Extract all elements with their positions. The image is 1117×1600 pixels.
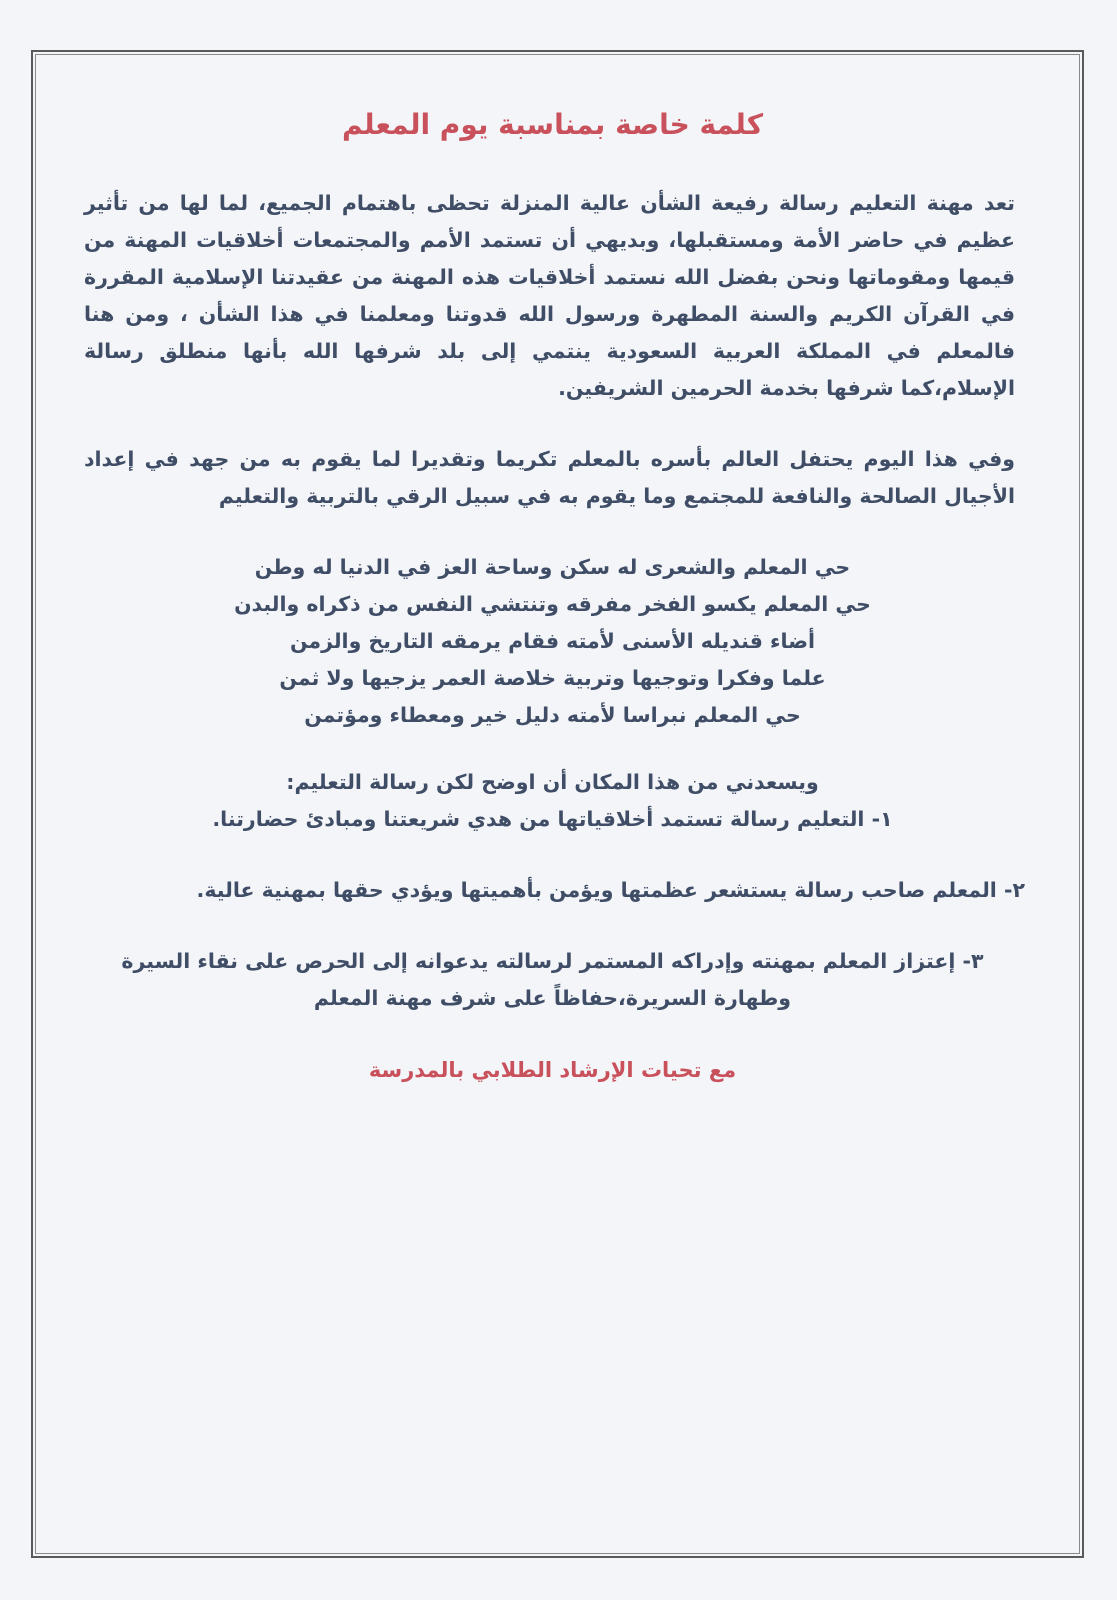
- document-title: كلمة خاصة بمناسبة يوم المعلم: [341, 108, 764, 141]
- list-intro: ويسعدني من هذا المكان أن اوضح لكن رسالة التعليم:: [286, 770, 819, 794]
- poem-line: حي المعلم والشعرى له سكن وساحة العز في الدنيا له وطن: [254, 555, 851, 579]
- document-content: [70, 105, 1035, 1089]
- poem-block: [70, 549, 1035, 734]
- list-item: ١- التعليم رسالة تستمد أخلاقياتها من هدي شريعتنا ومبادئ حضارتنا.: [212, 807, 893, 831]
- poem-line: أضاء قنديله الأسنى لأمته فقام يرمقه التاريخ والزمن: [289, 629, 816, 653]
- poem-line: حي المعلم يكسو الفخر مفرقه وتنتشي النفس من ذكراه والبدن: [234, 592, 871, 616]
- poem-line: علما وفكرا وتوجيها وتربية خلاصة العمر يزجيها ولا ثمن: [279, 666, 826, 690]
- closing-signature: مع تحيات الإرشاد الطلابي بالمدرسة: [368, 1058, 737, 1082]
- paragraph-teaching-mission: تعد مهنة التعليم رسالة رفيعة الشأن عالية المنزلة تحظى باهتمام الجميع، لما لها من تأثير عظيم في حاضر الأمة ومستقبلها، وبديهي أن تستمد الأمم والمجتمعات أخلاقيات المهنة من قيمها ومقوماتها ونحن بفضل الله نستمد أخلاقيات هذه المهنة من عقيدتنا الإسلامية المقررة في القرآن الكريم والسنة المطهرة ورسول الله قدوتنا ومعلمنا في هذا الشأن ، ومن هنا فالمعلم في المملكة العربية السعودية ينتمي إلى بلد شرفها الله بأنها منطلق رسالة الإسلام،كما شرفها بخدمة الحرمين الشريفين.: [84, 191, 1015, 400]
- list-item: ٣- إعتزاز المعلم بمهنته وإدراكه المستمر لرسالته يدعوانه إلى الحرص على نقاء السيرة وطهارة السريرة،حفاظاً على شرف مهنة المعلم: [121, 949, 984, 1010]
- list-item: ٢- المعلم صاحب رسالة يستشعر عظمتها ويؤمن بأهميتها ويؤدي حقها بمهنية عالية.: [196, 878, 1025, 902]
- poem-line: حي المعلم نبراسا لأمته دليل خير ومعطاء ومؤتمن: [304, 703, 801, 727]
- paragraph-celebration: وفي هذا اليوم يحتفل العالم بأسره بالمعلم تكريما وتقديرا لما يقوم به من جهد في إعداد الأجيال الصالحة والنافعة للمجتمع وما يقوم به في سبيل الرقي بالتربية والتعليم: [84, 447, 1015, 508]
